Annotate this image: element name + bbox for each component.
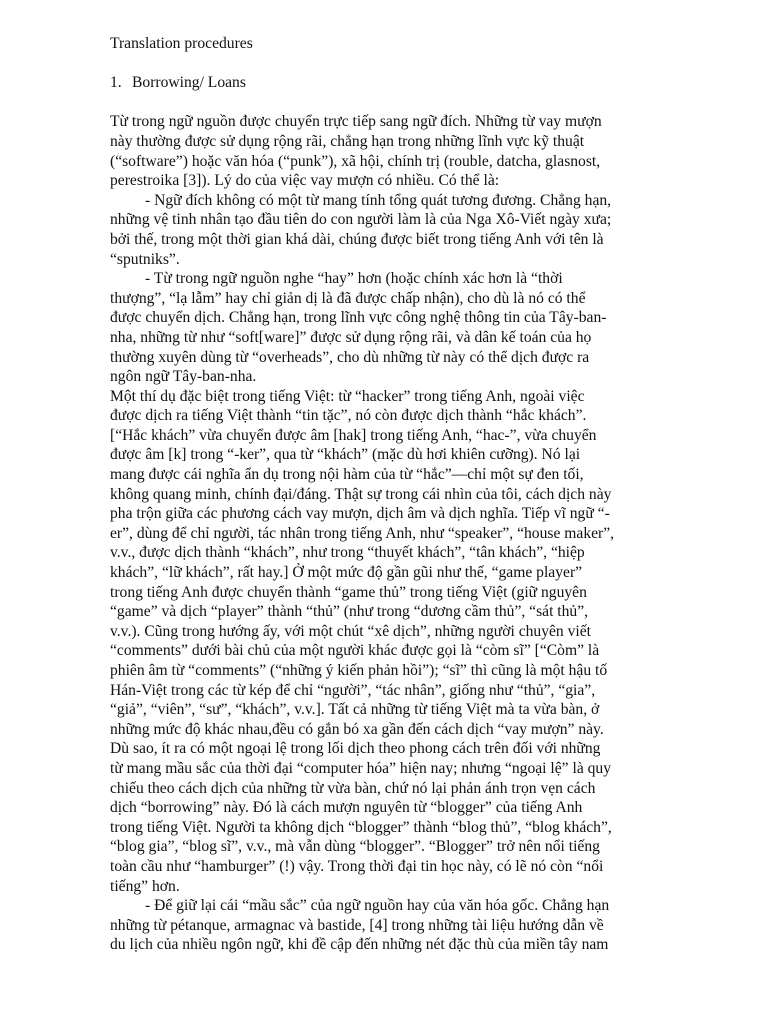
text-line: “sputniks”. xyxy=(110,250,180,268)
text-line: được chuyển dịch. Chẳng hạn, trong lĩnh vực công nghệ thông tin của Tây-ban- xyxy=(110,309,607,327)
text-line: “blog gia”, “blog sĩ”, v.v., mà vẫn dùng “blogger”. “Blogger” trở nên nổi tiếng xyxy=(110,838,600,856)
text-line: Hán-Việt trong các từ kép để chỉ “người”, “tác nhân”, giống như “thủ”, “gia”, xyxy=(110,681,596,699)
body-paragraph xyxy=(110,112,700,190)
document-title: Translation procedures xyxy=(110,35,253,52)
text-line: Một thí dụ đặc biệt trong tiếng Việt: từ “hacker” trong tiếng Anh, ngoài việc xyxy=(110,387,585,405)
text-line: toàn cầu như “hamburger” (!) vậy. Trong thời đại tin học này, có lẽ nó còn “nổi xyxy=(110,857,604,875)
text-line: mang được cái nghĩa ẩn dụ trong nội hàm của từ “hắc”—chỉ một sự đen tối, xyxy=(110,466,584,484)
body-paragraph xyxy=(110,269,700,387)
section-number: 1. xyxy=(110,74,122,92)
text-line: tiếng” hơn. xyxy=(110,877,180,895)
text-line: v.v.). Cũng trong hướng ấy, với một chút “xê dịch”, những người chuyên viết xyxy=(110,622,591,640)
text-line: thường xuyên dùng từ “overheads”, cho dù những từ này có thể dịch được ra xyxy=(110,348,590,366)
text-line: những từ pétanque, armagnac và bastide, [4] trong những tài liệu hướng dẫn về xyxy=(110,916,604,934)
text-line: thượng”, “lạ lẫm” hay chỉ giản dị là đã được chấp nhận), cho dù là nó có thể xyxy=(110,289,586,307)
body-text xyxy=(110,112,700,955)
text-line: ngôn ngữ Tây-ban-nha. xyxy=(110,368,257,386)
text-line: - Ngữ đích không có một từ mang tính tổng quát tương đương. Chẳng hạn, xyxy=(145,191,612,209)
text-line: những vệ tinh nhân tạo đầu tiên do con người làm là của Nga Xô-Viết ngày xưa; xyxy=(110,211,612,229)
text-line: “giả”, “viên”, “sư”, “khách”, v.v.]. Tất cả những từ tiếng Việt mà ta vừa bàn, ở xyxy=(110,701,600,719)
text-line: v.v., được dịch thành “khách”, như trong “thuyết khách”, “tân khách”, “hiệp xyxy=(110,544,585,562)
text-line: được dịch ra tiếng Việt thành “tin tặc”, nó còn được dịch thành “hắc khách”. xyxy=(110,407,587,425)
body-paragraph xyxy=(110,191,700,269)
section-heading xyxy=(110,73,700,93)
text-line: khách”, “lữ khách”, rất hay.] Ở một mức độ gần gũi như thế, “game player” xyxy=(110,564,583,582)
text-line: Từ trong ngữ nguồn được chuyển trực tiếp sang ngữ đích. Những từ vay mượn xyxy=(110,113,602,131)
text-line: bởi thế, trong một thời gian khá dài, chúng được biết trong tiếng Anh với tên là xyxy=(110,230,604,248)
text-line: trong tiếng Việt. Người ta không dịch “blogger” thành “blog thủ”, “blog khách”, xyxy=(110,818,612,836)
text-line: những mức độ khác nhau,đều có gắn bó xa gần đến cách dịch “vay mượn” này. xyxy=(110,720,604,738)
text-line: perestroika [3]). Lý do của việc vay mượn có nhiều. Có thể là: xyxy=(110,172,500,190)
text-line: pha trộn giữa các phương cách vay mượn, dịch âm và dịch nghĩa. Tiếp vĩ ngữ “- xyxy=(110,505,610,523)
text-line: “game” và dịch “player” thành “thủ” (như trong “dương cầm thủ”, “sát thủ”, xyxy=(110,603,589,621)
text-line: được âm [k] trong “-ker”, qua từ “khách” (mặc dù hơi khiên cưỡng). Nó lại xyxy=(110,446,581,464)
text-line: phiên âm từ “comments” (“những ý kiến phản hồi”); “sĩ” thì cũng là một hậu tố xyxy=(110,662,608,679)
text-line: - Từ trong ngữ nguồn nghe “hay” hơn (hoặc chính xác hơn là “thời xyxy=(145,270,563,288)
text-line: er”, dùng để chỉ người, tác nhân trong tiếng Anh, như “speaker”, “house maker”, xyxy=(110,524,615,542)
section-label: Borrowing/ Loans xyxy=(132,74,246,92)
body-paragraph xyxy=(110,896,700,955)
text-line: - Để giữ lại cái “mầu sắc” của ngữ nguồn hay của văn hóa gốc. Chẳng hạn xyxy=(145,897,610,915)
text-line: nha, những từ như “soft[ware]” được sử dụng rộng rãi, và dân kế toán của họ xyxy=(110,328,592,346)
text-line: này thường được sử dụng rộng rãi, chẳng hạn trong những lĩnh vực kỹ thuật xyxy=(110,132,585,150)
text-line: không quang minh, chính đại/đáng. Thật sự trong cái nhìn của tôi, cách dịch này xyxy=(110,485,612,503)
text-line: [“Hắc khách” vừa chuyển được âm [hak] trong tiếng Anh, “hac-”, vừa chuyển xyxy=(110,426,597,444)
body-paragraph xyxy=(110,387,700,896)
text-line: chiếu theo cách dịch của những từ vừa bàn, chứ nó lại phản ánh trọn vẹn cách xyxy=(110,779,596,797)
text-line: từ mang mầu sắc của thời đại “computer hóa” hiện nay; nhưng “ngoại lệ” là quy xyxy=(110,759,612,777)
text-line: trong tiếng Anh được chuyển thành “game thủ” trong tiếng Việt (giữ nguyên xyxy=(110,583,587,601)
text-line: dịch “borrowing” này. Đó là cách mượn nguyên từ “blogger” của tiếng Anh xyxy=(110,799,583,817)
text-line: du lịch của nhiều ngôn ngữ, khi đề cập đến những nét đặc thù của miền tây nam xyxy=(110,936,609,954)
text-line: (“software”) hoặc văn hóa (“punk”), xã hội, chính trị (rouble, datcha, glasnost, xyxy=(110,152,601,170)
document-page xyxy=(110,34,700,955)
text-line: Dù sao, ít ra có một ngoại lệ trong lối dịch theo phong cách trên đối với những xyxy=(110,740,601,758)
text-line: “comments” dưới bài chủ của một người khác được gọi là “còm sĩ” [“Còm” là xyxy=(110,642,600,660)
